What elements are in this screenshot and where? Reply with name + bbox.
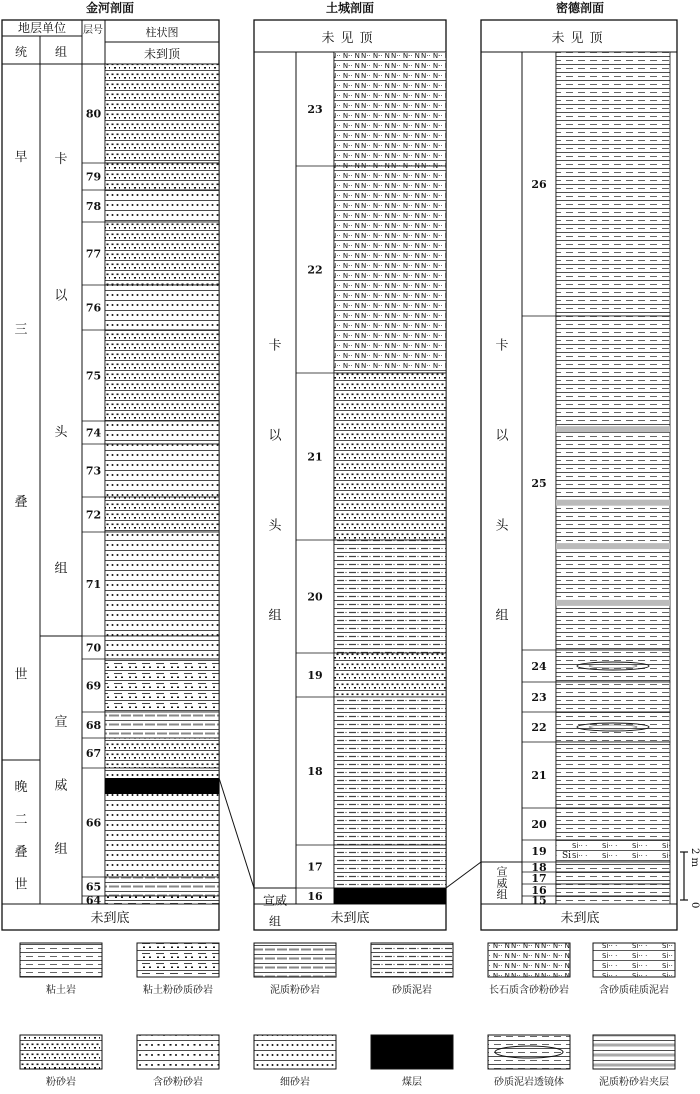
- formation-xuanwei-char: 宣: [496, 865, 508, 879]
- layer-number: 70: [85, 641, 102, 655]
- formation-xuanwei-char: 组: [54, 841, 68, 857]
- formation-kayitou-char: 头: [268, 518, 282, 534]
- layer-number: 77: [85, 247, 102, 261]
- legend-swatch: [254, 1035, 336, 1069]
- layer-number: 79: [85, 170, 102, 184]
- layer-fill: [105, 421, 219, 444]
- layer-20: [296, 540, 446, 653]
- legend-label: 泥质粉砂岩: [270, 985, 320, 996]
- formation-xuanwei: [263, 893, 287, 929]
- legend-label: 粘土粉砂质砂岩: [143, 985, 213, 996]
- layer-number: 74: [85, 426, 102, 440]
- layer-21: [296, 373, 446, 540]
- layer-number: 23: [531, 691, 547, 704]
- formation-xuanwei: [497, 865, 508, 902]
- series-late-permian-char: 世: [14, 877, 28, 893]
- series-early-triassic-char: 早: [14, 149, 28, 165]
- legend-swatch: [20, 943, 102, 977]
- legend: [20, 943, 675, 1088]
- formation-kayitou-char: 头: [495, 518, 509, 534]
- legend-swatch: [488, 943, 570, 977]
- tucheng-section: [254, 20, 446, 930]
- layer-fill: [556, 52, 670, 316]
- layer-fill: [556, 650, 670, 682]
- layer-fill: [105, 636, 219, 659]
- formation-kayitou-char: 卡: [54, 151, 68, 167]
- layer-number: 20: [307, 590, 323, 604]
- silica-mark: Si: [562, 851, 572, 861]
- tucheng-top-label: 未见顶: [321, 31, 379, 46]
- layer-number: 18: [531, 861, 547, 874]
- series-early-triassic-char: 三: [14, 322, 28, 338]
- layer-fill: [105, 222, 219, 285]
- header-group: 组: [54, 45, 68, 59]
- formation-kayitou: [54, 151, 68, 577]
- formation-xuanwei-char: 威: [496, 876, 508, 890]
- layer-number: 18: [307, 765, 323, 778]
- layer-74: [82, 421, 219, 444]
- formation-xuanwei-char: 宣威: [262, 893, 288, 908]
- layer-fill: [556, 808, 670, 840]
- layer-79: [82, 163, 219, 190]
- legend-item-siliceous: [593, 943, 675, 996]
- layer-number: 16: [307, 890, 323, 903]
- layer-20: [522, 808, 670, 840]
- layer-fill: [334, 697, 446, 845]
- layer-number: 71: [85, 578, 102, 591]
- coal-seam: [105, 778, 219, 794]
- legend-label: 砂质泥岩透镜体: [494, 1077, 564, 1088]
- scale-zero: 0: [689, 902, 700, 909]
- series-late-permian-char: 晚: [14, 779, 28, 795]
- legend-label: 含砂粉砂岩: [153, 1077, 203, 1088]
- series-early-triassic-char: 叠: [14, 494, 28, 510]
- legend-item-feldspar-lithic: [488, 943, 570, 996]
- layer-15: [522, 894, 670, 907]
- layer-fill: [556, 682, 670, 712]
- formation-kayitou: [268, 338, 282, 624]
- layer-fill: [334, 52, 446, 166]
- layer-23: [296, 52, 446, 166]
- midi-top-label: 未见顶: [551, 31, 609, 46]
- layer-fill: [105, 532, 219, 636]
- layer-fill: [556, 896, 670, 904]
- formation-kayitou-char: 以: [495, 428, 509, 444]
- coal-seam: [334, 888, 446, 904]
- jinhe-top-label: 未到顶: [143, 47, 181, 61]
- layer-68: [82, 712, 219, 738]
- layer-19: [522, 840, 670, 862]
- legend-item-muddy-silt-interlayer: [593, 1035, 675, 1088]
- layer-fill: [105, 497, 219, 532]
- layer-69: [82, 659, 219, 712]
- interlayer-band: [556, 500, 670, 506]
- legend-item-sandy-mudstone: [371, 943, 453, 996]
- layer-number: 21: [307, 450, 323, 464]
- layer-25: [522, 316, 670, 650]
- layer-number: 73: [85, 464, 102, 478]
- legend-swatch: [371, 1035, 453, 1069]
- layer-number: 76: [85, 301, 102, 315]
- layer-71: [82, 532, 219, 636]
- header-column: 柱状图: [145, 26, 179, 39]
- layer-number: 72: [85, 508, 102, 522]
- layer-fill: [334, 653, 446, 697]
- layer-fill: [556, 872, 670, 884]
- legend-label: 粘土岩: [46, 985, 76, 996]
- legend-label: 煤层: [402, 1077, 422, 1088]
- tucheng-title: 土城剖面: [325, 1, 375, 15]
- layer-fill: [556, 862, 670, 872]
- legend-label: 细砂岩: [280, 1077, 310, 1088]
- layer-fill: [105, 330, 219, 421]
- legend-item-coal: [371, 1035, 453, 1088]
- layer-fill: [105, 64, 219, 163]
- layer-number: 23: [307, 103, 323, 116]
- midi-bottom-label: 未到底: [560, 911, 600, 926]
- series-early-triassic: [14, 150, 27, 683]
- layer-number: 69: [85, 679, 102, 693]
- layer-number: 25: [531, 477, 547, 490]
- layer-fill: [556, 742, 670, 808]
- layer-fill: [105, 896, 219, 904]
- series-late-permian-char: 叠: [14, 844, 28, 860]
- layer-fill: [334, 373, 446, 540]
- layer-75: [82, 330, 219, 421]
- legend-item-siltstone: [20, 1035, 102, 1088]
- formation-kayitou-char: 组: [54, 561, 68, 577]
- interlayer-band: [556, 426, 670, 432]
- interlayer-band: [556, 600, 670, 606]
- legend-swatch: [20, 1035, 102, 1069]
- layer-18: [296, 697, 446, 845]
- formation-xuanwei: [54, 715, 67, 857]
- legend-swatch: [593, 943, 675, 977]
- layer-17: [296, 845, 446, 888]
- legend-swatch: [593, 1035, 675, 1069]
- layer-number: 22: [307, 263, 323, 277]
- layer-fill: [105, 163, 219, 190]
- layer-19: [296, 653, 446, 697]
- header-system: 统: [14, 45, 28, 59]
- layer-fill: [334, 166, 446, 373]
- legend-item-lens: [488, 1035, 570, 1088]
- scale-label: 2 m: [689, 848, 700, 868]
- tucheng-bottom-label: 未到底: [330, 911, 370, 926]
- interlayer-band: [556, 543, 670, 549]
- legend-item-clay-silt-sand: [137, 943, 219, 996]
- formation-kayitou: [495, 338, 509, 624]
- layer-number: 65: [85, 880, 102, 894]
- legend-item-claystone: [20, 943, 102, 996]
- layer-76: [82, 285, 219, 330]
- layer-fill: [105, 712, 219, 738]
- layer-number: 66: [85, 816, 102, 830]
- legend-label: 含砂质硅质泥岩: [599, 985, 669, 996]
- layer-78: [82, 190, 219, 222]
- layer-number: 17: [307, 860, 323, 874]
- formation-xuanwei-char: 威: [54, 778, 68, 794]
- legend-swatch: [371, 943, 453, 977]
- jinhe-bottom-label: 未到底: [90, 911, 130, 926]
- formation-kayitou-char: 卡: [268, 338, 282, 354]
- legend-label: 泥质粉砂岩夹层: [599, 1077, 669, 1088]
- layer-fill: [556, 884, 670, 896]
- layer-number: 80: [85, 107, 102, 121]
- layer-fill: [105, 285, 219, 330]
- series-early-triassic-char: 世: [14, 667, 28, 683]
- layer-70: [82, 636, 219, 659]
- series-late-permian: [14, 780, 27, 893]
- layer-number: 78: [85, 200, 102, 213]
- layer-fill: [556, 840, 670, 862]
- layer-number: 24: [531, 660, 547, 673]
- legend-swatch: [488, 1035, 570, 1069]
- layer-73: [82, 444, 219, 497]
- legend-item-fine-sandstone: [254, 1035, 336, 1088]
- formation-xuanwei-char: 宣: [54, 715, 68, 731]
- layer-number: 68: [85, 719, 102, 732]
- layer-number: 21: [531, 769, 547, 782]
- layer-number: 17: [531, 872, 547, 885]
- legend-item-muddy-siltstone: [254, 943, 336, 996]
- formation-kayitou-char: 以: [268, 428, 282, 444]
- legend-swatch: [137, 943, 219, 977]
- legend-swatch: [254, 943, 336, 977]
- header-layer-no: 层号: [83, 25, 103, 36]
- layer-number: 15: [531, 894, 547, 907]
- legend-swatch: [137, 1035, 219, 1069]
- layer-fill: [105, 190, 219, 222]
- layer-number: 19: [307, 669, 323, 682]
- formation-kayitou-char: 头: [54, 424, 68, 440]
- layer-24: [522, 650, 670, 682]
- layer-fill: [334, 540, 446, 653]
- layer-number: 19: [531, 845, 547, 858]
- jinhe-title: 金河剖面: [85, 1, 135, 15]
- legend-item-sandy-siltstone: [137, 1035, 219, 1088]
- layer-number: 22: [531, 721, 547, 734]
- layer-67: [82, 738, 219, 768]
- layer-fill: [105, 877, 219, 896]
- layer-22: [296, 166, 446, 373]
- midi-section: [481, 20, 677, 930]
- series-late-permian-char: 二: [14, 812, 28, 828]
- layer-fill: [105, 659, 219, 712]
- layer-77: [82, 222, 219, 285]
- layer-22: [522, 712, 670, 742]
- layer-fill: [105, 444, 219, 497]
- formation-kayitou-char: 以: [54, 288, 68, 304]
- legend-label: 粉砂岩: [46, 1077, 76, 1088]
- layer-number: 64: [85, 894, 102, 907]
- layer-80: [82, 64, 219, 163]
- header-stratigraphic-unit: 地层单位: [17, 21, 67, 35]
- layer-fill: [334, 845, 446, 888]
- formation-kayitou-char: 组: [268, 608, 282, 624]
- jinhe-section: [2, 20, 219, 930]
- layer-number: 16: [531, 884, 547, 897]
- layer-23: [522, 682, 670, 712]
- formation-xuanwei-char: 组: [496, 888, 508, 902]
- layer-21: [522, 742, 670, 808]
- layer-26: [522, 52, 670, 316]
- legend-label: 长石质含砂粉砂岩: [489, 985, 569, 996]
- layer-number: 20: [531, 818, 547, 831]
- legend-label: 砂质泥岩: [392, 985, 432, 996]
- layer-66: [82, 768, 219, 877]
- layer-fill: [105, 738, 219, 768]
- formation-kayitou-char: 组: [495, 608, 509, 624]
- layer-number: 26: [531, 178, 547, 191]
- layer-72: [82, 497, 219, 532]
- formation-xuanwei-char: 组: [268, 914, 282, 929]
- layer-65: [82, 877, 219, 896]
- midi-title: 密德剖面: [555, 1, 605, 15]
- scale-bar: [680, 848, 700, 908]
- layer-number: 75: [85, 369, 102, 383]
- formation-kayitou-char: 卡: [495, 338, 509, 354]
- layer-number: 67: [85, 747, 102, 760]
- layer-fill: [556, 712, 670, 742]
